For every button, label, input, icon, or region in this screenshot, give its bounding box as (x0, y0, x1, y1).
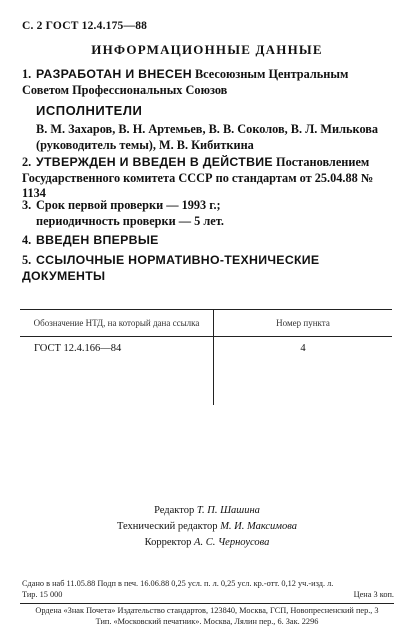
editors-block (0, 503, 414, 551)
item-5 (22, 253, 394, 284)
publisher-block (0, 606, 414, 627)
performers-names: В. М. Захаров, В. Н. Артемьев, В. В. Соколов, В. Л. Милькова (руководитель темы), М. В. Кибиткина (36, 122, 379, 152)
table-cell-document: ГОСТ 12.4.166—84 (20, 337, 214, 364)
item-2-text: Постановлением Государственного комитета СССР по стандартам от 25.04.88 № 1134 (22, 155, 374, 200)
item-1-text: Всесоюзным Центральным Советом Профессиональных Союзов (22, 67, 349, 97)
publisher-line-2: Тип. «Московский печатник». Москва, Лялин пер., 6. Зак. 2296 (95, 616, 319, 626)
performers-heading: ИСПОЛНИТЕЛИ (36, 103, 143, 118)
item-5-heading: ССЫЛОЧНЫЕ НОРМАТИВНО-ТЕХНИЧЕСКИЕ ДОКУМЕНТЫ (22, 253, 320, 283)
table-header-clause: Номер пункта (276, 318, 330, 328)
page-header: С. 2 ГОСТ 12.4.175—88 (22, 20, 148, 32)
item-1-number: 1. (22, 67, 32, 81)
editor-label: Редактор (154, 505, 195, 516)
item-2 (22, 155, 394, 202)
imprint-divider (20, 603, 394, 604)
item-1-heading: РАЗРАБОТАН И ВНЕСЕН (36, 67, 192, 81)
item-5-number: 5. (22, 253, 32, 267)
corrector-label: Корректор (144, 537, 192, 548)
editor-line (0, 503, 414, 519)
editor-name: Т. П. Шашина (196, 505, 260, 516)
reference-table (20, 309, 392, 405)
item-2-number: 2. (22, 155, 32, 169)
imprint-line-2 (22, 590, 394, 601)
tech-editor-line (0, 519, 414, 535)
tech-editor-label: Технический редактор (117, 521, 218, 532)
item-3-number: 3. (22, 198, 32, 212)
corrector-line (0, 535, 414, 551)
item-4-number: 4. (22, 233, 32, 247)
imprint-block (22, 579, 394, 600)
publisher-line-1: Ордена «Знак Почета» Издательство стандартов, 123840, Москва, ГСП, Новопресненский пер., 3 (35, 606, 379, 615)
corrector-name: А. С. Черноусова (194, 537, 270, 548)
tech-editor-name: М. И. Максимова (220, 521, 297, 532)
table-filler-row (20, 363, 392, 405)
item-1 (22, 67, 394, 98)
item-4 (22, 233, 394, 249)
item-2-heading: УТВЕРЖДЕН И ВВЕДЕН В ДЕЙСТВИЕ (36, 155, 273, 169)
item-3-line2: периодичность проверки — 5 лет. (36, 213, 224, 228)
document-title: ИНФОРМАЦИОННЫЕ ДАННЫЕ (91, 42, 323, 57)
item-4-heading: ВВЕДЕН ВПЕРВЫЕ (36, 233, 159, 247)
print-run: Тир. 15 000 (22, 589, 63, 599)
table-header-document: Обозначение НТД, на который дана ссылка (20, 310, 214, 337)
price: Цена 3 коп. (353, 589, 394, 599)
imprint-line-1: Сдано в наб 11.05.88 Подп в печ. 16.06.88 0,25 усл. п. л. 0,25 усл. кр.-отт. 0,12 уч.-изд. л. (22, 579, 334, 588)
item-3-line1: Срок первой проверки — 1993 г.; (36, 198, 221, 212)
table-row (20, 337, 392, 364)
table-cell-clause: 4 (300, 343, 306, 354)
item-3 (22, 198, 394, 229)
table-header-row (20, 310, 392, 337)
